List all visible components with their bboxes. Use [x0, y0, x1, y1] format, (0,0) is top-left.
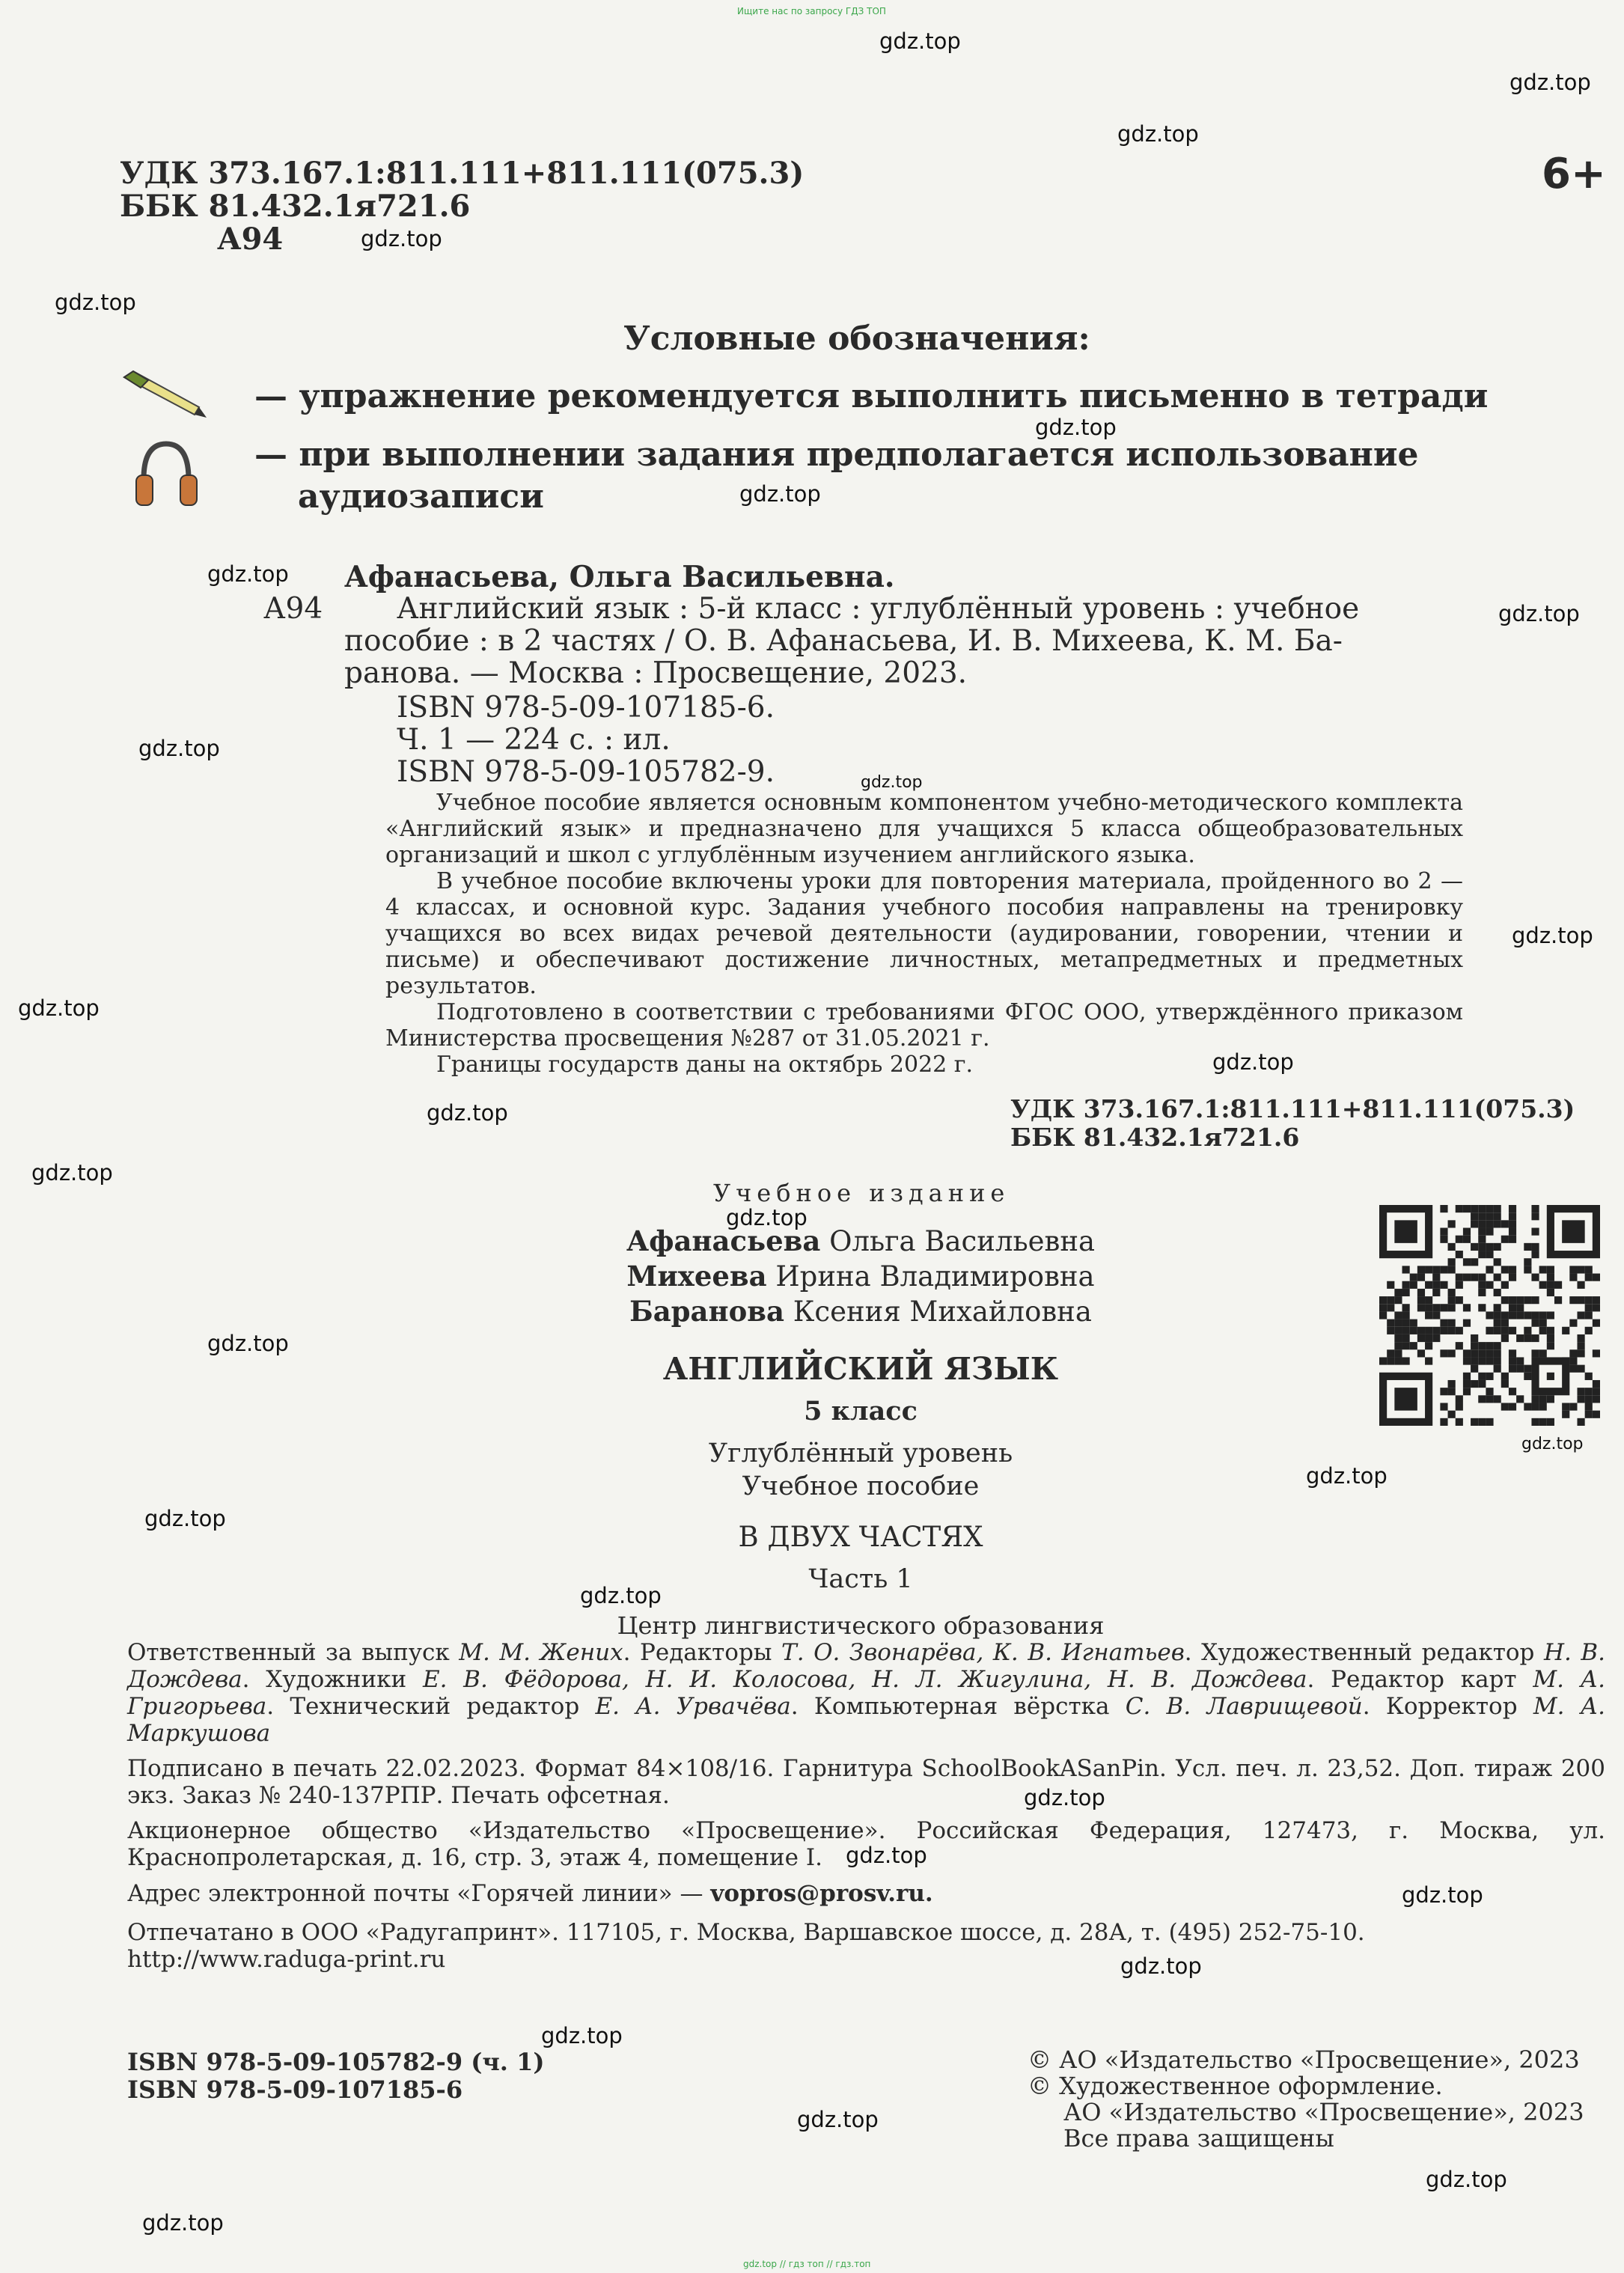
bib-udk: УДК 373.167.1:811.111+811.111(075.3) — [1010, 1094, 1575, 1123]
bib-author: Афанасьева, Ольга Васильевна. — [344, 560, 895, 594]
watermark: gdz.top — [55, 290, 136, 315]
watermark: gdz.top — [1120, 1953, 1202, 1979]
watermark: gdz.top — [31, 1160, 113, 1186]
watermark: gdz.top — [142, 2210, 224, 2236]
watermark: gdz.top — [739, 481, 821, 507]
top-banner: Ищите нас по запросу ГДЗ ТОП — [737, 6, 886, 16]
annotation-paragraph: В учебное пособие включены уроки для повторения материала, пройденного во 2 — 4 классах, и основной курс. Задания учебного пособия направлены на тренировку учащихся во всех видах речевой деятельности (аудировании, говорении, чтении и письме) и обеспечивают достижение личностных, метапредметных и предметных результатов. — [385, 868, 1463, 999]
footer-copyright-block — [1028, 2047, 1584, 2152]
legend-item-audio — [254, 434, 1419, 518]
legend-item-audio-line2: аудиозаписи — [298, 478, 544, 516]
watermark: gdz.top — [797, 2107, 879, 2132]
watermark: gdz.top — [1512, 923, 1593, 948]
legend-item-write: — упражнение рекомендуется выполнить письменно в тетради — [254, 377, 1489, 415]
edition-center: Центр лингвистического образования — [617, 1611, 1105, 1640]
watermark: gdz.top — [1509, 70, 1591, 95]
copyright-line: © АО «Издательство «Просвещение», 2023 — [1028, 2045, 1580, 2074]
header-index: А94 — [217, 222, 284, 257]
pen-icon — [118, 368, 208, 424]
imprint-staff: Ответственный за выпуск М. М. Жених. Редакторы Т. О. Звонарёва, К. В. Игнатьев. Художественный редактор Н. В. Дождева. Художники Е. В. Фёдорова, Н. И. Колосова, Н. Л. Жигулина, Н. В. Дождева. Редактор карт М. А. Григорьева. Технический редактор Е. А. Урвачёва. Компьютерная вёрстка С. В. Лаврищевой. Корректор М. А. Маркушова — [127, 1639, 1606, 1747]
bottom-banner: gdz.top // гдз топ // гдз.топ — [743, 2259, 871, 2269]
email-label: Адрес электронной почты «Горячей линии» — — [127, 1880, 711, 1907]
watermark: gdz.top — [1402, 1882, 1483, 1908]
watermark: gdz.top — [726, 1205, 808, 1230]
edition-title: АНГЛИЙСКИЙ ЯЗЫК — [662, 1351, 1059, 1387]
bib-part: Ч. 1 — 224 с. : ил. — [397, 723, 671, 757]
edition-label: Учебное издание — [713, 1179, 1010, 1207]
watermark: gdz.top — [1024, 1785, 1105, 1810]
bib-line2: пособие : в 2 частях / О. В. Афанасьева, И. В. Михеева, К. М. Ба- — [344, 624, 1343, 658]
bib-index: А94 — [263, 592, 323, 626]
edition-parts: В ДВУХ ЧАСТЯХ — [738, 1521, 983, 1553]
bib-udk-block — [1010, 1095, 1575, 1152]
watermark: gdz.top — [1035, 415, 1117, 440]
watermark: gdz.top — [1212, 1049, 1294, 1075]
copyright-line: © Художественное оформление. — [1028, 2072, 1443, 2100]
footer-isbn-block — [127, 2048, 544, 2104]
bib-isbn-set: ISBN 978-5-09-107185-6. — [397, 691, 775, 724]
author-line: Михеева Ирина Владимировна — [626, 1260, 1095, 1293]
watermark: gdz.top — [580, 1583, 662, 1608]
qr-code — [1379, 1205, 1600, 1429]
watermark: gdz.top — [1521, 1435, 1584, 1453]
email-address: vopros@prosv.ru. — [710, 1880, 933, 1907]
watermark: gdz.top — [1306, 1463, 1388, 1489]
legend-title: Условные обозначения: — [623, 320, 1090, 358]
annotation-paragraph: Границы государств даны на октябрь 2022 г. — [436, 1052, 974, 1078]
watermark: gdz.top — [138, 736, 220, 761]
bib-annotation — [385, 790, 1463, 1078]
imprint-publisher: Акционерное общество «Издательство «Просвещение». Российская Федерация, 127473, г. Москва, ул. Краснопролетарская, д. 16, стр. 3, этаж 4, помещение I. — [127, 1817, 1605, 1871]
copyright-line: АО «Издательство «Просвещение», 2023 — [1063, 2098, 1584, 2126]
watermark: gdz.top — [18, 995, 100, 1021]
author-line: Баранова Ксения Михайловна — [629, 1295, 1092, 1328]
edition-part: Часть 1 — [808, 1564, 913, 1594]
watermark: gdz.top — [207, 561, 289, 587]
watermark: gdz.top — [846, 1843, 927, 1868]
footer-isbn-set: ISBN 978-5-09-107185-6 — [127, 2075, 463, 2104]
bib-line3: ранова. — Москва : Просвещение, 2023. — [344, 656, 968, 690]
watermark: gdz.top — [861, 773, 923, 792]
age-rating: 6+ — [1542, 150, 1606, 198]
watermark: gdz.top — [207, 1331, 289, 1356]
copyright-line: Все права защищены — [1063, 2124, 1334, 2153]
bib-line1: Английский язык : 5-й класс : углублённый уровень : учебное — [397, 592, 1360, 626]
annotation-paragraph: Учебное пособие является основным компонентом учебно-методического комплекта «Английский язык» и предназначено для учащихся 5 класса общеобразовательных организаций и школ с углублённым изучением английского языка. — [385, 790, 1463, 868]
footer-isbn-part: ISBN 978-5-09-105782-9 (ч. 1) — [127, 2048, 545, 2076]
watermark: gdz.top — [1426, 2167, 1507, 2192]
watermark: gdz.top — [541, 2023, 623, 2048]
edition-grade: 5 класс — [804, 1396, 918, 1427]
watermark: gdz.top — [361, 226, 442, 251]
watermark: gdz.top — [144, 1506, 226, 1531]
author-line: Афанасьева Ольга Васильевна — [626, 1224, 1096, 1257]
watermark: gdz.top — [1498, 601, 1580, 626]
header-bbk: ББК 81.432.1я721.6 — [120, 189, 471, 224]
headphones-icon — [135, 438, 198, 512]
header-udk-block — [120, 157, 804, 256]
annotation-paragraph: Подготовлено в соответствии с требованиями ФГОС ООО, утверждённого приказом Министерства просвещения №287 от 31.05.2021 г. — [385, 999, 1463, 1052]
imprint-printer: Отпечатано в ООО «Радугапринт». 117105, г. Москва, Варшавское шоссе, д. 28А, т. (495) 252-75-10. — [127, 1919, 1365, 1946]
imprint-email-line — [127, 1880, 933, 1907]
imprint-printer-url: http://www.raduga-print.ru — [127, 1946, 446, 1973]
edition-level: Углублённый уровень — [708, 1438, 1013, 1468]
edition-authors — [524, 1224, 1197, 1329]
watermark: gdz.top — [427, 1100, 508, 1126]
bib-isbn-part: ISBN 978-5-09-105782-9. — [397, 755, 775, 789]
header-udk: УДК 373.167.1:811.111+811.111(075.3) — [120, 156, 805, 191]
bib-bbk: ББК 81.432.1я721.6 — [1010, 1123, 1300, 1152]
imprint-print-info: Подписано в печать 22.02.2023. Формат 84×108/16. Гарнитура SchoolBookASanPin. Усл. печ. л. 23,52. Доп. тираж 200 экз. Заказ № 240-137РПР. Печать офсетная. — [127, 1755, 1605, 1809]
watermark: gdz.top — [1117, 121, 1199, 147]
watermark: gdz.top — [879, 28, 961, 54]
legend-item-audio-line1: — при выполнении задания предполагается использование — [254, 436, 1419, 474]
edition-type: Учебное пособие — [742, 1471, 980, 1501]
